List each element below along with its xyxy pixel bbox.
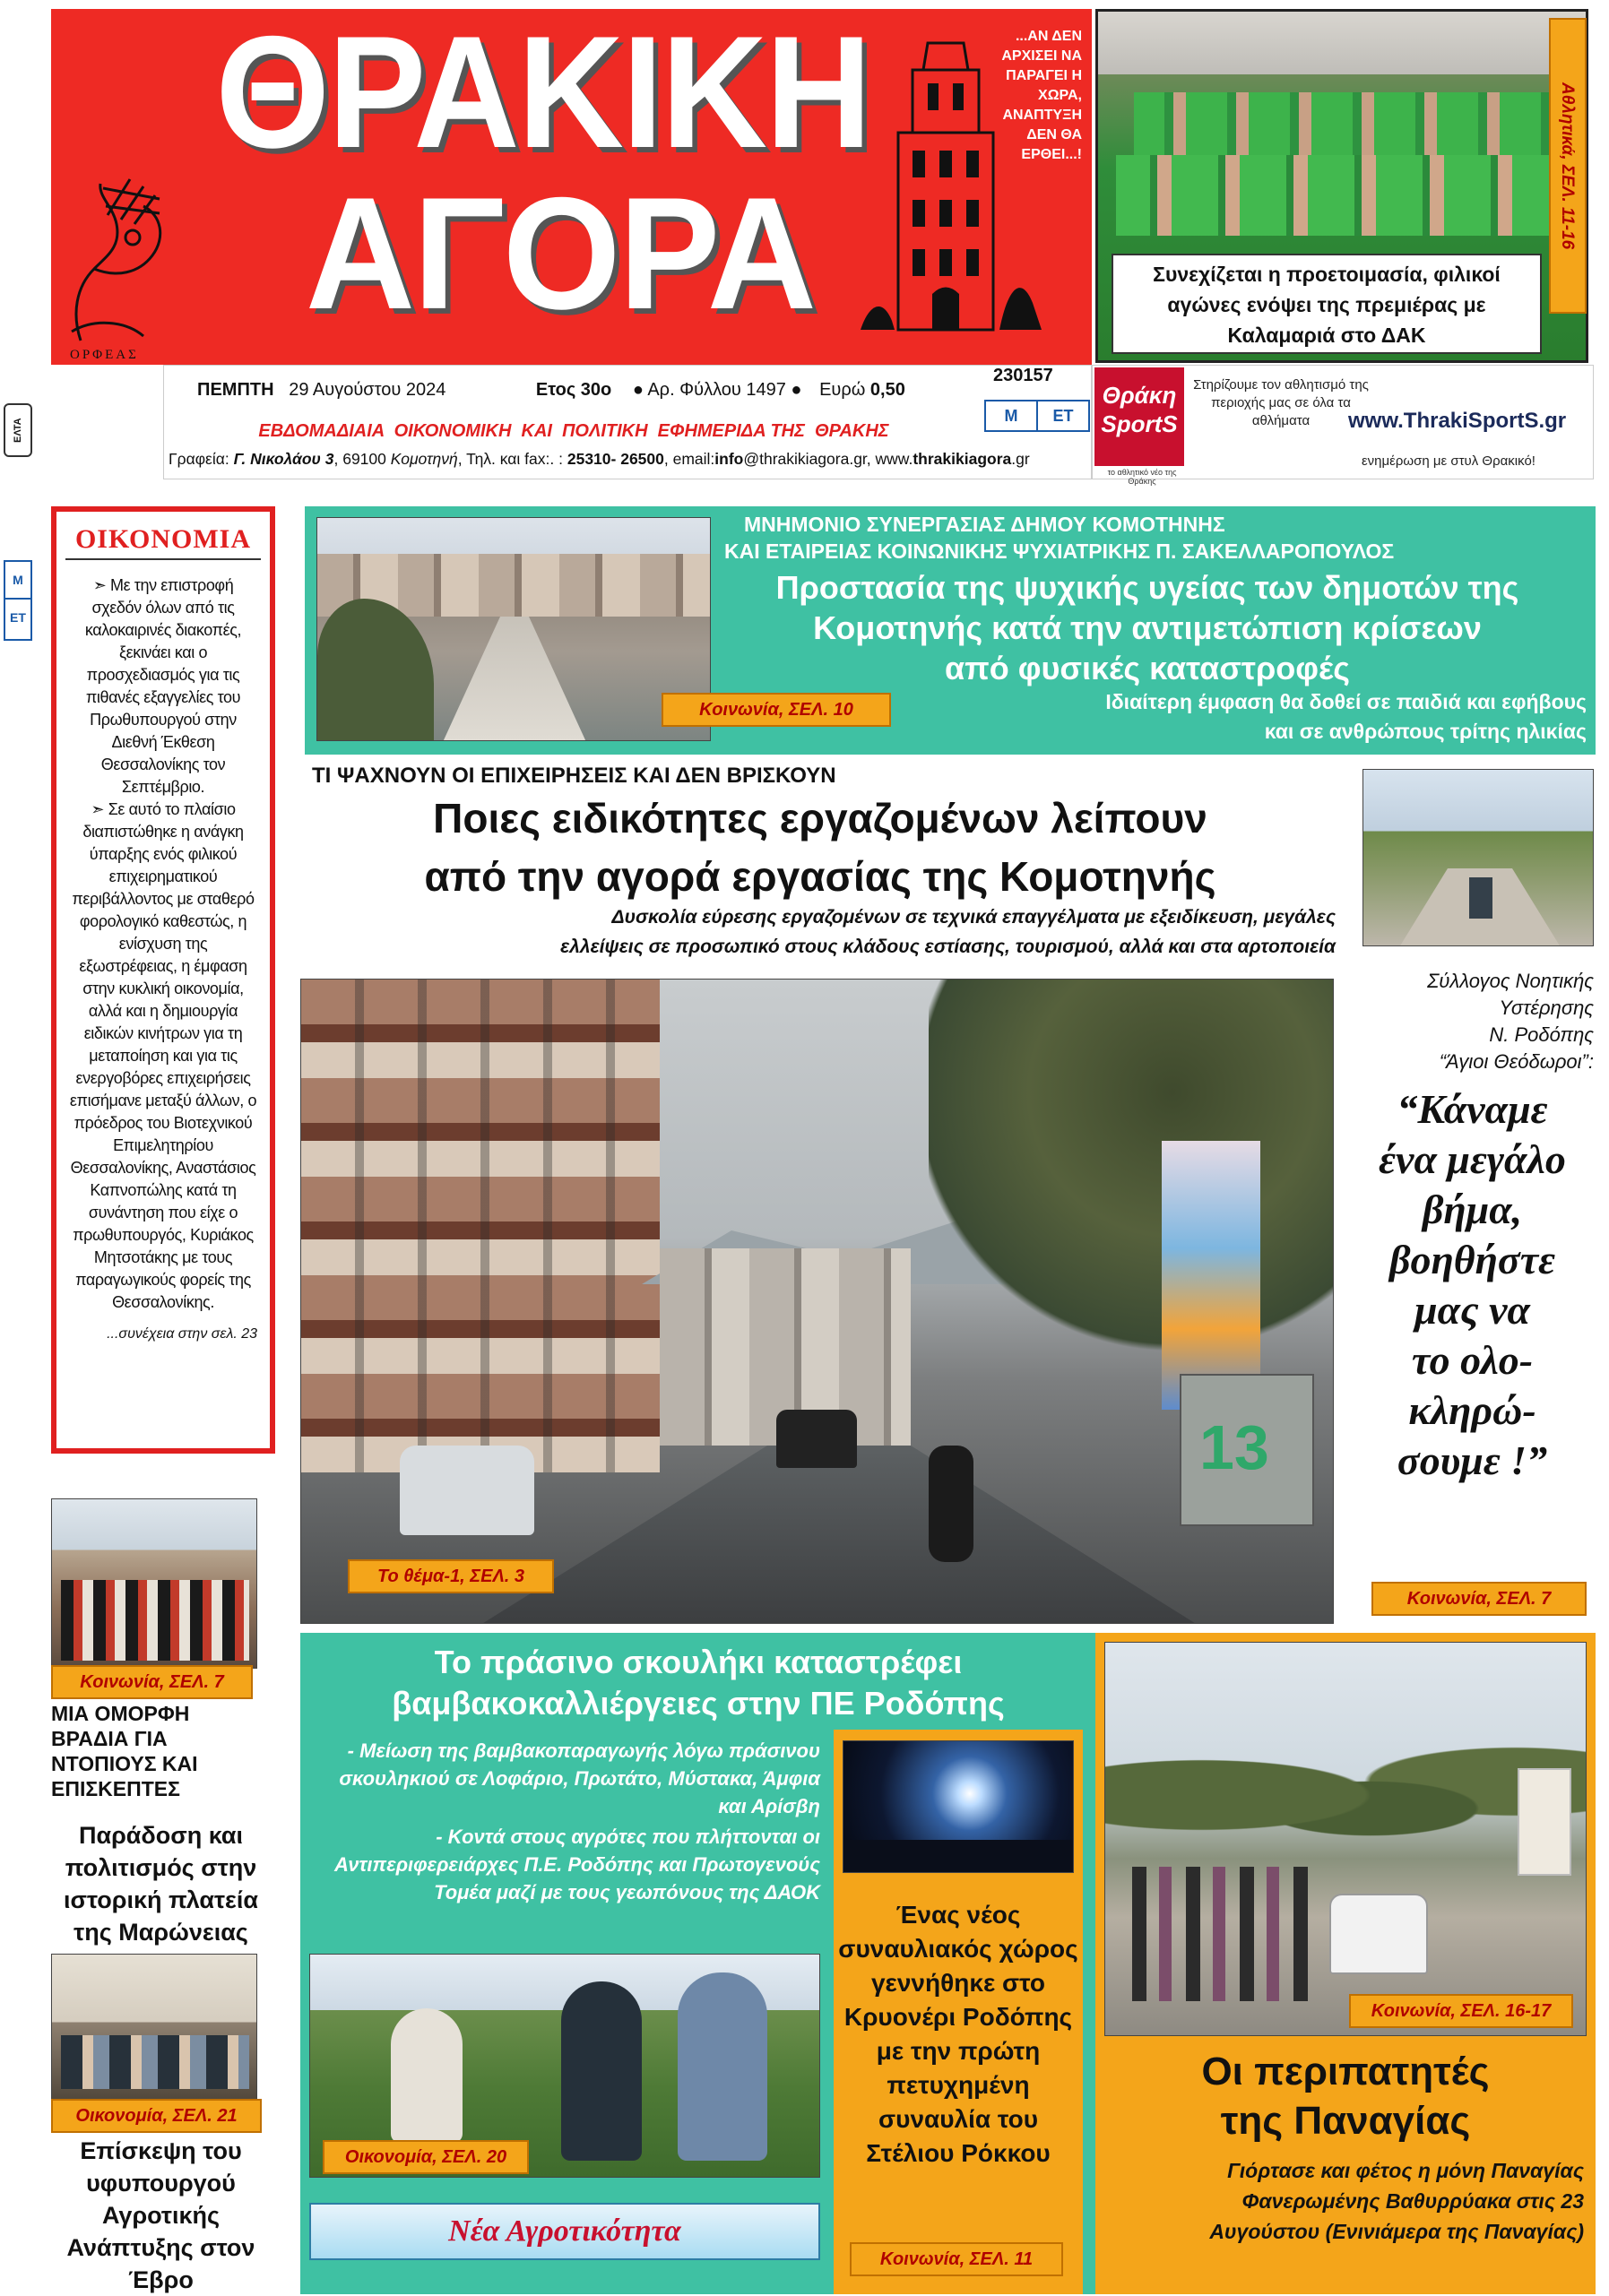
maroneia-dancers [61,1580,249,1661]
economy-heading-rule [65,558,261,560]
psych-photo-caption: Κοινωνία, ΣΕΛ. 10 [662,693,891,727]
panagia-sub1: Γιόρτασε και φέτος η μόνη Παναγίας [1227,2159,1584,2182]
quote-line: “Κάναμε [1397,1086,1548,1132]
thrakisports-tagline: ενημέρωση με στυλ Θρακικό! [1362,453,1535,469]
evros-caption: Οικονομία, ΣΕΛ. 21 [51,2099,262,2133]
economy-column [51,506,275,1454]
cotton-bullet2: - Κοντά στους αγρότες που πλήττονται οι Αντιπεριφερειάρχες Π.Ε. Ροδόπης και Πρωτογενούς Τομέα μαζί με τους γεωπόνους της ΔΑΟΚ [333,1826,820,1903]
thrakisports-logo [1094,367,1184,466]
main-kicker: ΤΙ ΨΑΧΝΟΥΝ ΟΙ ΕΠΙΧΕΙΡΗΣΕΙΣ ΚΑΙ ΔΕΝ ΒΡΙΣΚΟΥΝ [312,764,836,788]
orpheus-label: ΟΡΦΕΑΣ [70,348,139,362]
address-web-name: thrakikiagora [913,450,1012,468]
square-photo-trees [317,599,434,741]
main-photo-caption: Το θέμα-1, ΣΕΛ. 3 [348,1559,554,1593]
nea-agrotikotita-text: Νέα Αγροτικότητα [448,2214,681,2248]
address-email-user: info [714,450,744,468]
quote-line: μας να [1414,1287,1530,1333]
side-met-et: ΕΤ [5,598,30,635]
met-logo [984,400,1090,432]
masthead-price-value: 0,50 [869,380,905,400]
cotton-headline1: Το πράσινο σκουλήκι καταστρέφει [434,1644,963,1680]
nea-agrotikotita-banner[interactable] [309,2203,820,2260]
masthead-year: Ετος 30ο [535,380,612,400]
panagia-headline1: Οι περιπατητές [1201,2050,1490,2093]
thrakisports-logo-line1: Θράκη [1102,382,1177,409]
main-sub1: Δυσκολία εύρεσης εργαζομένων σε τεχνικά επαγγέλματα με εξειδίκευση, μεγάλες [611,907,1336,928]
cotton-farmer1 [391,2008,463,2143]
thrakisports-logo-tag: το αθλητικό νέο της Θράκης [1107,468,1177,486]
car-dark [776,1410,857,1468]
psych-sub2: και σε ανθρώπους τρίτης ηλικίας [1264,720,1587,743]
masthead-left-strip [51,365,163,479]
cotton-farmer2 [561,1981,642,2161]
masthead-slogan: ...ΑΝ ΔΕΝ ΑΡΧΙΣΕΙ ΝΑ ΠΑΡΑΓΕΙ Η ΧΩΡΑ, ΑΝΑΠΤΥΞΗ ΔΕΝ ΘΑ ΕΡΘΕΙ...! [1001,29,1082,162]
disability-kicker3: Ν. Ροδόπης [1489,1023,1594,1046]
right-trees [929,980,1334,1356]
quote-line: το ολο- [1411,1337,1534,1383]
address-email-label: , email: [663,450,715,468]
thrakisports-text: Στηρίζουμε τον αθλητισμό της περιοχής μας σε όλα τα αθλήματα [1193,377,1369,428]
address-street: Γ. Νικολάου 3 [233,450,334,468]
disability-caption: Κοινωνία, ΣΕΛ. 7 [1371,1582,1587,1616]
thrakisports-logo-line2: SportS [1101,410,1178,437]
graffiti-number: 13 [1199,1412,1269,1482]
masthead-issue: ● Αρ. Φύλλου 1497 ● [632,380,802,400]
cotton-headline2: βαμβακοκαλλιέργειες στην ΠΕ Ροδόπης [392,1685,1005,1722]
psych-kicker2: ΚΑΙ ΕΤΑΙΡΕΙΑΣ ΚΟΙΝΩΝΙΚΗΣ ΨΥΧΙΑΤΡΙΚΗΣ Π. ΣΑΚΕΛΛΑΡΟΠΟΥΛΟΣ [724,539,1395,563]
disability-kicker1: Σύλλογος Νοητικής [1427,970,1594,992]
evros-headline: Επίσκεψη του υφυπουργού Αγροτικής Ανάπτυξης στον Έβρο [66,2137,255,2293]
main-headline1: Ποιες ειδικότητες εργαζομένων λείπουν [433,795,1207,842]
address-tel: 25310- 26500 [567,450,664,468]
masthead-address [169,450,1083,469]
quote-line: σουμε !” [1397,1437,1548,1483]
concert-headline: Ένας νέος συναυλιακός χώρος γεννήθηκε στο Κρυονέρι Ροδόπης με την πρώτη πετυχημένη συναυλία του Στέλιου Ρόκκου [838,1901,1078,2167]
address-town: Κομοτηνή [390,450,458,468]
met-logo-m: Μ [1004,407,1018,425]
side-met-m: Μ [13,573,23,587]
panagia-photo-caption: Κοινωνία, ΣΕΛ. 16-17 [1349,1994,1573,2028]
cotton-farmer3 [678,1972,767,2161]
psych-headline1: Προστασία της ψυχικής υγείας των δημοτών της [775,569,1519,606]
maroneia-caption: Κοινωνία, ΣΕΛ. 7 [51,1665,253,1699]
square-photo [316,517,711,741]
quote-line: κληρώ- [1408,1387,1536,1433]
address-web-suffix: .gr [1011,450,1030,468]
team-front-row [1116,155,1564,236]
panagia-walkers [1132,1867,1311,2001]
sports-caption: Συνεχίζεται η προετοιμασία, φιλικοί αγώνες ενόψει της πρεμιέρας με Καλαμαριά στο ΔΑΚ [1112,254,1542,354]
square-photo-walkway [443,617,586,741]
psych-kicker1: ΜΝΗΜΟΝΙΟ ΣΥΝΕΡΓΑΣΙΑΣ ΔΗΜΟΥ ΚΟΜΟΤΗΝΗΣ [744,513,1225,536]
maroneia-headline: Παράδοση και πολιτισμός στην ιστορική πλατεία της Μαρώνειας [64,1822,258,1946]
panagia-photo [1104,1642,1587,2036]
masthead-price: Ευρώ [819,380,866,400]
field-photo [1362,769,1594,946]
economy-continued: ...συνέχεια στην σελ. 23 [107,1326,257,1342]
disability-quote [1349,1084,1596,1486]
address-tel-label: , Τηλ. και fax:. : [457,450,563,468]
economy-para1: ➣ Με την επιστροφή σχεδόν όλων από τις καλοκαιρινές διακοπές, ξεκινάει και ο προσχεδιασμός για τις πιθανές εξαγγελίες του Πρωθυπουργού στην Διεθνή Έκθεση Θεσσαλονίκης τον Σεπτέμβριο. [84,576,242,796]
panagia-van [1329,1894,1428,1974]
concert-stage [843,1840,1074,1873]
address-web-prefix: , www. [866,450,913,468]
graffiti-box [1180,1374,1314,1526]
panagia-headline2: της Παναγίας [1220,2099,1471,2143]
evros-people [61,2035,249,2089]
field-photo-people [1469,877,1492,919]
panagia-sub3: Αυγούστου (Ενινιάμερα της Παναγίας) [1209,2220,1584,2243]
masthead-subtitle: ΕΒΔΟΜΑΔΙΑΙΑ ΟΙΚΟΝΟΜΙΚΗ ΚΑΙ ΠΟΛΙΤΙΚΗ ΕΦΗΜΕΡΙΔΑ ΤΗΣ ΘΡΑΚΗΣ [258,421,889,441]
panagia-church [1518,1768,1571,1876]
main-headline2: από την αγορά εργασίας της Κομοτηνής [424,853,1216,900]
side-met-badge [4,560,32,641]
left-building-windows [301,980,660,1472]
address-prefix: Γραφεία: [169,450,229,468]
met-logo-et: ΕΤ [1036,401,1088,430]
masthead-code: 230157 [993,366,1053,385]
quote-line: βήμα, [1422,1187,1523,1232]
panagia-sub2: Φανερωμένης Βαθυρρύακα στις 23 [1241,2189,1584,2213]
psych-headline3: από φυσικές καταστροφές [945,650,1350,686]
economy-heading: ΟΙΚΟΝΟΜΙΑ [74,524,252,554]
masthead-date: 29 Αυγούστου 2024 [289,380,446,400]
masthead-day: ΠΕΜΠΤΗ [197,380,274,400]
maroneia-kicker: ΜΙΑ ΟΜΟΡΦΗ ΒΡΑΔΙΑ ΓΙΑ ΝΤΟΠΙΟΥΣ ΚΑΙ ΕΠΙΣΚΕΠΤΕΣ [51,1702,198,1800]
poster-board [1162,1141,1260,1410]
economy-para2: ➣ Σε αυτό το πλαίσιο διαπιστώθηκε η ανάγκη ύπαρξης ενός φιλικού επιχειρηματικού περιβάλλοντος με σταθερό φορολογικό καθεστώς, η ενίσχυση της εξωστρέφειας, η έμφαση στην κυκλική οικονομία, αλλά και η δημιουργία ειδικών κινήτρων για τη μεταποίηση και για τις ενεργοβόρες επιχειρήσεις επισήμανε μεταξύ άλλων, ο πρόεδρος του Βιοτεχνικού Επιμελητηρίου Θεσσαλονίκης, Αναστάσιος Καπνοπώλης κατά τη συνάντηση που είχε ο πρωθυπουργός, Κυριάκος Μητσοτάκης με τους παραγωγικούς φορείς της Θεσσαλονίκης. [69,800,257,1311]
masthead-title-line1: ΘΡΑΚΙΚΗ [215,3,870,181]
address-email-domain: @thrakikiagora.gr [743,450,867,468]
cotton-bullet1: - Μείωση της βαμβακοπαραγωγής λόγω πράσινου σκουληκιού σε Λοφάριο, Πρωτάτο, Μύστακα, Άμφια και Αρίσβη [339,1739,820,1817]
cotton-photo-caption: Οικονομία, ΣΕΛ. 20 [323,2140,529,2174]
car-white [400,1446,534,1535]
concert-photo [843,1740,1074,1873]
disability-kicker4: “Άγιοι Θεόδωροι”: [1439,1050,1594,1073]
thrakisports-url[interactable]: www.ThrakiSportS.gr [1348,409,1567,433]
masthead-title-line2: ΑΓΟΡΑ [305,164,816,342]
concert-caption: Κοινωνία, ΣΕΛ. 11 [850,2242,1063,2276]
psych-headline2: Κομοτηνής κατά την αντιμετώπιση κρίσεων [813,609,1482,646]
main-street-photo [300,979,1334,1624]
maroneia-photo [51,1498,257,1669]
masthead-date-row [197,380,1004,403]
quote-line: ένα μεγάλο [1379,1136,1566,1182]
elta-badge: ΕΛΤΑ [4,403,32,457]
psych-sub1: Ιδιαίτερη έμφαση θα δοθεί σε παιδιά και εφήβους [1105,690,1587,713]
main-sub2: ελλείψεις σε προσωπικό στους κλάδους εστίασης, τουρισμού, αλλά και στα αρτοποιεία [560,937,1336,957]
thrakisports-ad[interactable] [1092,365,1594,486]
sports-side-label: Αθλητικά, ΣΕΛ. 11-16 [1549,18,1587,314]
evros-meeting-photo [51,1954,257,2106]
quote-line: βοηθήστε [1388,1237,1555,1282]
disability-kicker2: Υστέρησης [1499,997,1594,1019]
address-city: , 69100 [333,450,386,468]
panagia-trees [1105,1741,1587,1876]
orpheus-drawing [54,161,179,354]
motorbike [929,1446,973,1562]
